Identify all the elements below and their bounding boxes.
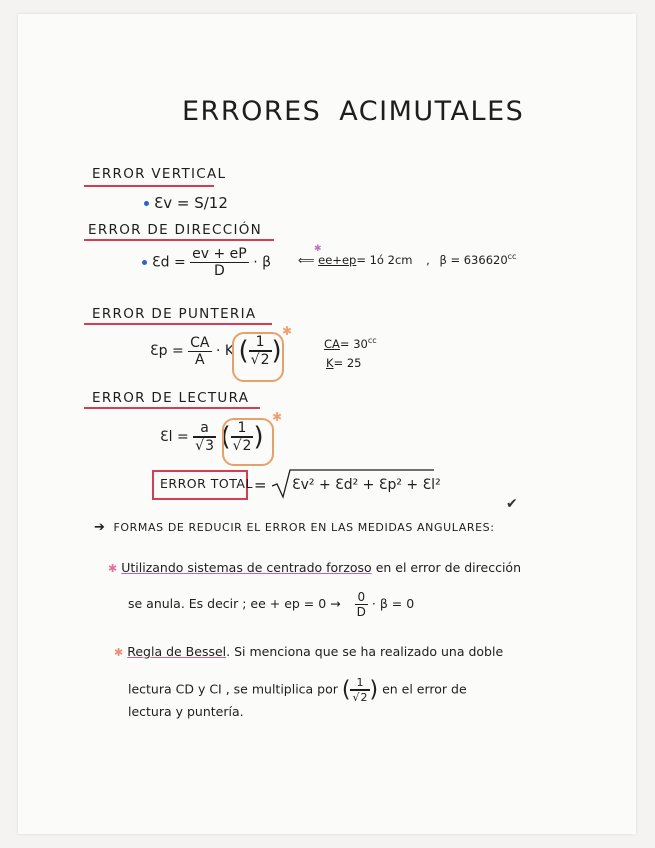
- item1-line2-result: · β = 0: [371, 596, 415, 611]
- ca-label: CA: [324, 336, 340, 351]
- forms-heading-text: FORMAS DE REDUCIR EL ERROR EN LAS MEDIDAS ANGULARES:: [113, 521, 495, 534]
- symbol-ev: Ɛv: [154, 194, 173, 212]
- symbol-el: Ɛl: [160, 429, 173, 445]
- formula-rhs: = S/12: [176, 194, 228, 212]
- page-title: [182, 96, 524, 127]
- error-total-equals: =: [254, 476, 267, 494]
- condition-rhs: = 1ó 2cm: [356, 252, 413, 267]
- star-icon: ✱: [114, 646, 124, 659]
- checkmark-icon: ✔: [506, 496, 518, 512]
- title-word-acimutales: ACIMUTALES: [339, 96, 525, 127]
- item2-line3: lectura y puntería.: [128, 704, 244, 719]
- item1-highlight: Utilizando sistemas de centrado forzoso: [121, 560, 372, 575]
- star-icon: ✱: [282, 324, 293, 338]
- symbol-ep: Ɛp: [150, 343, 168, 359]
- fraction-numerator: CA: [190, 334, 210, 351]
- heading-error-vertical: ERROR VERTICAL: [92, 166, 227, 182]
- heading-underline: [84, 185, 214, 187]
- item2-highlight: Regla de Bessel: [127, 644, 227, 659]
- fraction-punteria: [188, 335, 211, 368]
- symbol-ed: Ɛd: [152, 254, 170, 271]
- condition-lhs: ee+ep: [318, 252, 357, 267]
- item2-line2: lectura CD y CI , se multiplica por ( 1 √ 2 ) en el error de: [128, 676, 467, 704]
- fraction-denominator: D: [356, 605, 366, 619]
- fraction-denominator: √ 2: [231, 437, 254, 454]
- heading-underline: [84, 323, 272, 325]
- equivalence-arrow: ⟸: [298, 252, 315, 267]
- arrow-right-icon: ➔: [94, 520, 106, 535]
- fraction-denominator: A: [195, 351, 205, 368]
- fraction-numerator: 1: [350, 676, 369, 690]
- item-regla-bessel: [114, 644, 503, 659]
- item1-line2-text: se anula. Es decir ; ee + ep = 0 →: [128, 596, 341, 611]
- forms-heading: [94, 520, 495, 535]
- beta-unit: cc: [507, 252, 517, 261]
- fraction-denominator: √ 2: [350, 690, 369, 704]
- fraction-numerator: 1: [249, 334, 272, 351]
- fraction-numerator: a: [193, 420, 216, 437]
- item1-line2: [128, 590, 414, 619]
- star-icon: ✱: [314, 244, 322, 254]
- item-centrado-forzoso: [108, 560, 521, 575]
- heading-underline: [84, 239, 274, 241]
- formula-error-vertical: [144, 194, 228, 212]
- heading-error-punteria: ERROR DE PUNTERIA: [92, 306, 257, 322]
- ca-number: = 30: [339, 336, 368, 351]
- heading-error-lectura: ERROR DE LECTURA: [92, 390, 250, 406]
- ca-value: [324, 336, 377, 351]
- formula-error-lectura: Ɛl = a √ 3 ( 1 √ 2 ): [160, 420, 264, 454]
- bullet-dot: [142, 260, 147, 265]
- star-icon: ✱: [272, 410, 283, 424]
- star-icon: ✱: [108, 562, 118, 575]
- fraction-direccion: [190, 246, 249, 279]
- item2-line1: . Si menciona que se ha realizado una doble: [226, 644, 504, 659]
- title-word-errores: ERRORES: [182, 96, 322, 127]
- error-total-expression: Ɛv² + Ɛd² + Ɛp² + Ɛl²: [292, 477, 441, 493]
- beta-value: β = 636620: [439, 252, 508, 267]
- k-number: = 25: [333, 356, 362, 370]
- item2-line2-text: lectura CD y CI , se multiplica por: [128, 681, 338, 697]
- fraction-denominator: D: [214, 263, 225, 279]
- bullet-dot: [144, 201, 149, 206]
- formula-error-direccion: Ɛd = $\frac{ev + eP}{D}$ · β: [142, 246, 271, 279]
- k-label: K: [326, 356, 334, 370]
- k-multiplier: · K: [215, 343, 235, 359]
- orange-highlight-circle: [222, 418, 274, 466]
- notebook-page: [18, 14, 636, 834]
- fraction-numerator: ev + eP: [192, 246, 247, 262]
- fraction-numerator: 0: [355, 590, 368, 605]
- item1-line1: en el error de dirección: [375, 560, 521, 575]
- formula-error-punteria: Ɛp = $\frac{CA}{A}$ · K ( 1 √ 2 ): [150, 334, 282, 368]
- ca-unit: cc: [367, 336, 377, 345]
- fraction-numerator: 1: [231, 420, 254, 437]
- separator: ,: [426, 252, 430, 267]
- heading-underline: [84, 407, 260, 409]
- fraction-denominator: √ 2: [249, 351, 272, 368]
- fraction-zero-over-d: [355, 590, 368, 619]
- direccion-condition: [298, 252, 516, 267]
- fraction-one-over-root-two: [350, 676, 369, 704]
- item2-line2-tail: en el error de: [382, 681, 467, 697]
- heading-error-direccion: ERROR DE DIRECCIÓN: [88, 222, 263, 238]
- fraction-lectura: [193, 420, 216, 454]
- orange-highlight-circle: [232, 332, 284, 382]
- beta-multiplier: · β: [253, 254, 272, 271]
- error-total-label: ERROR TOTAL: [160, 476, 253, 491]
- k-value: [326, 356, 361, 370]
- fraction-denominator: √ 3: [193, 437, 216, 454]
